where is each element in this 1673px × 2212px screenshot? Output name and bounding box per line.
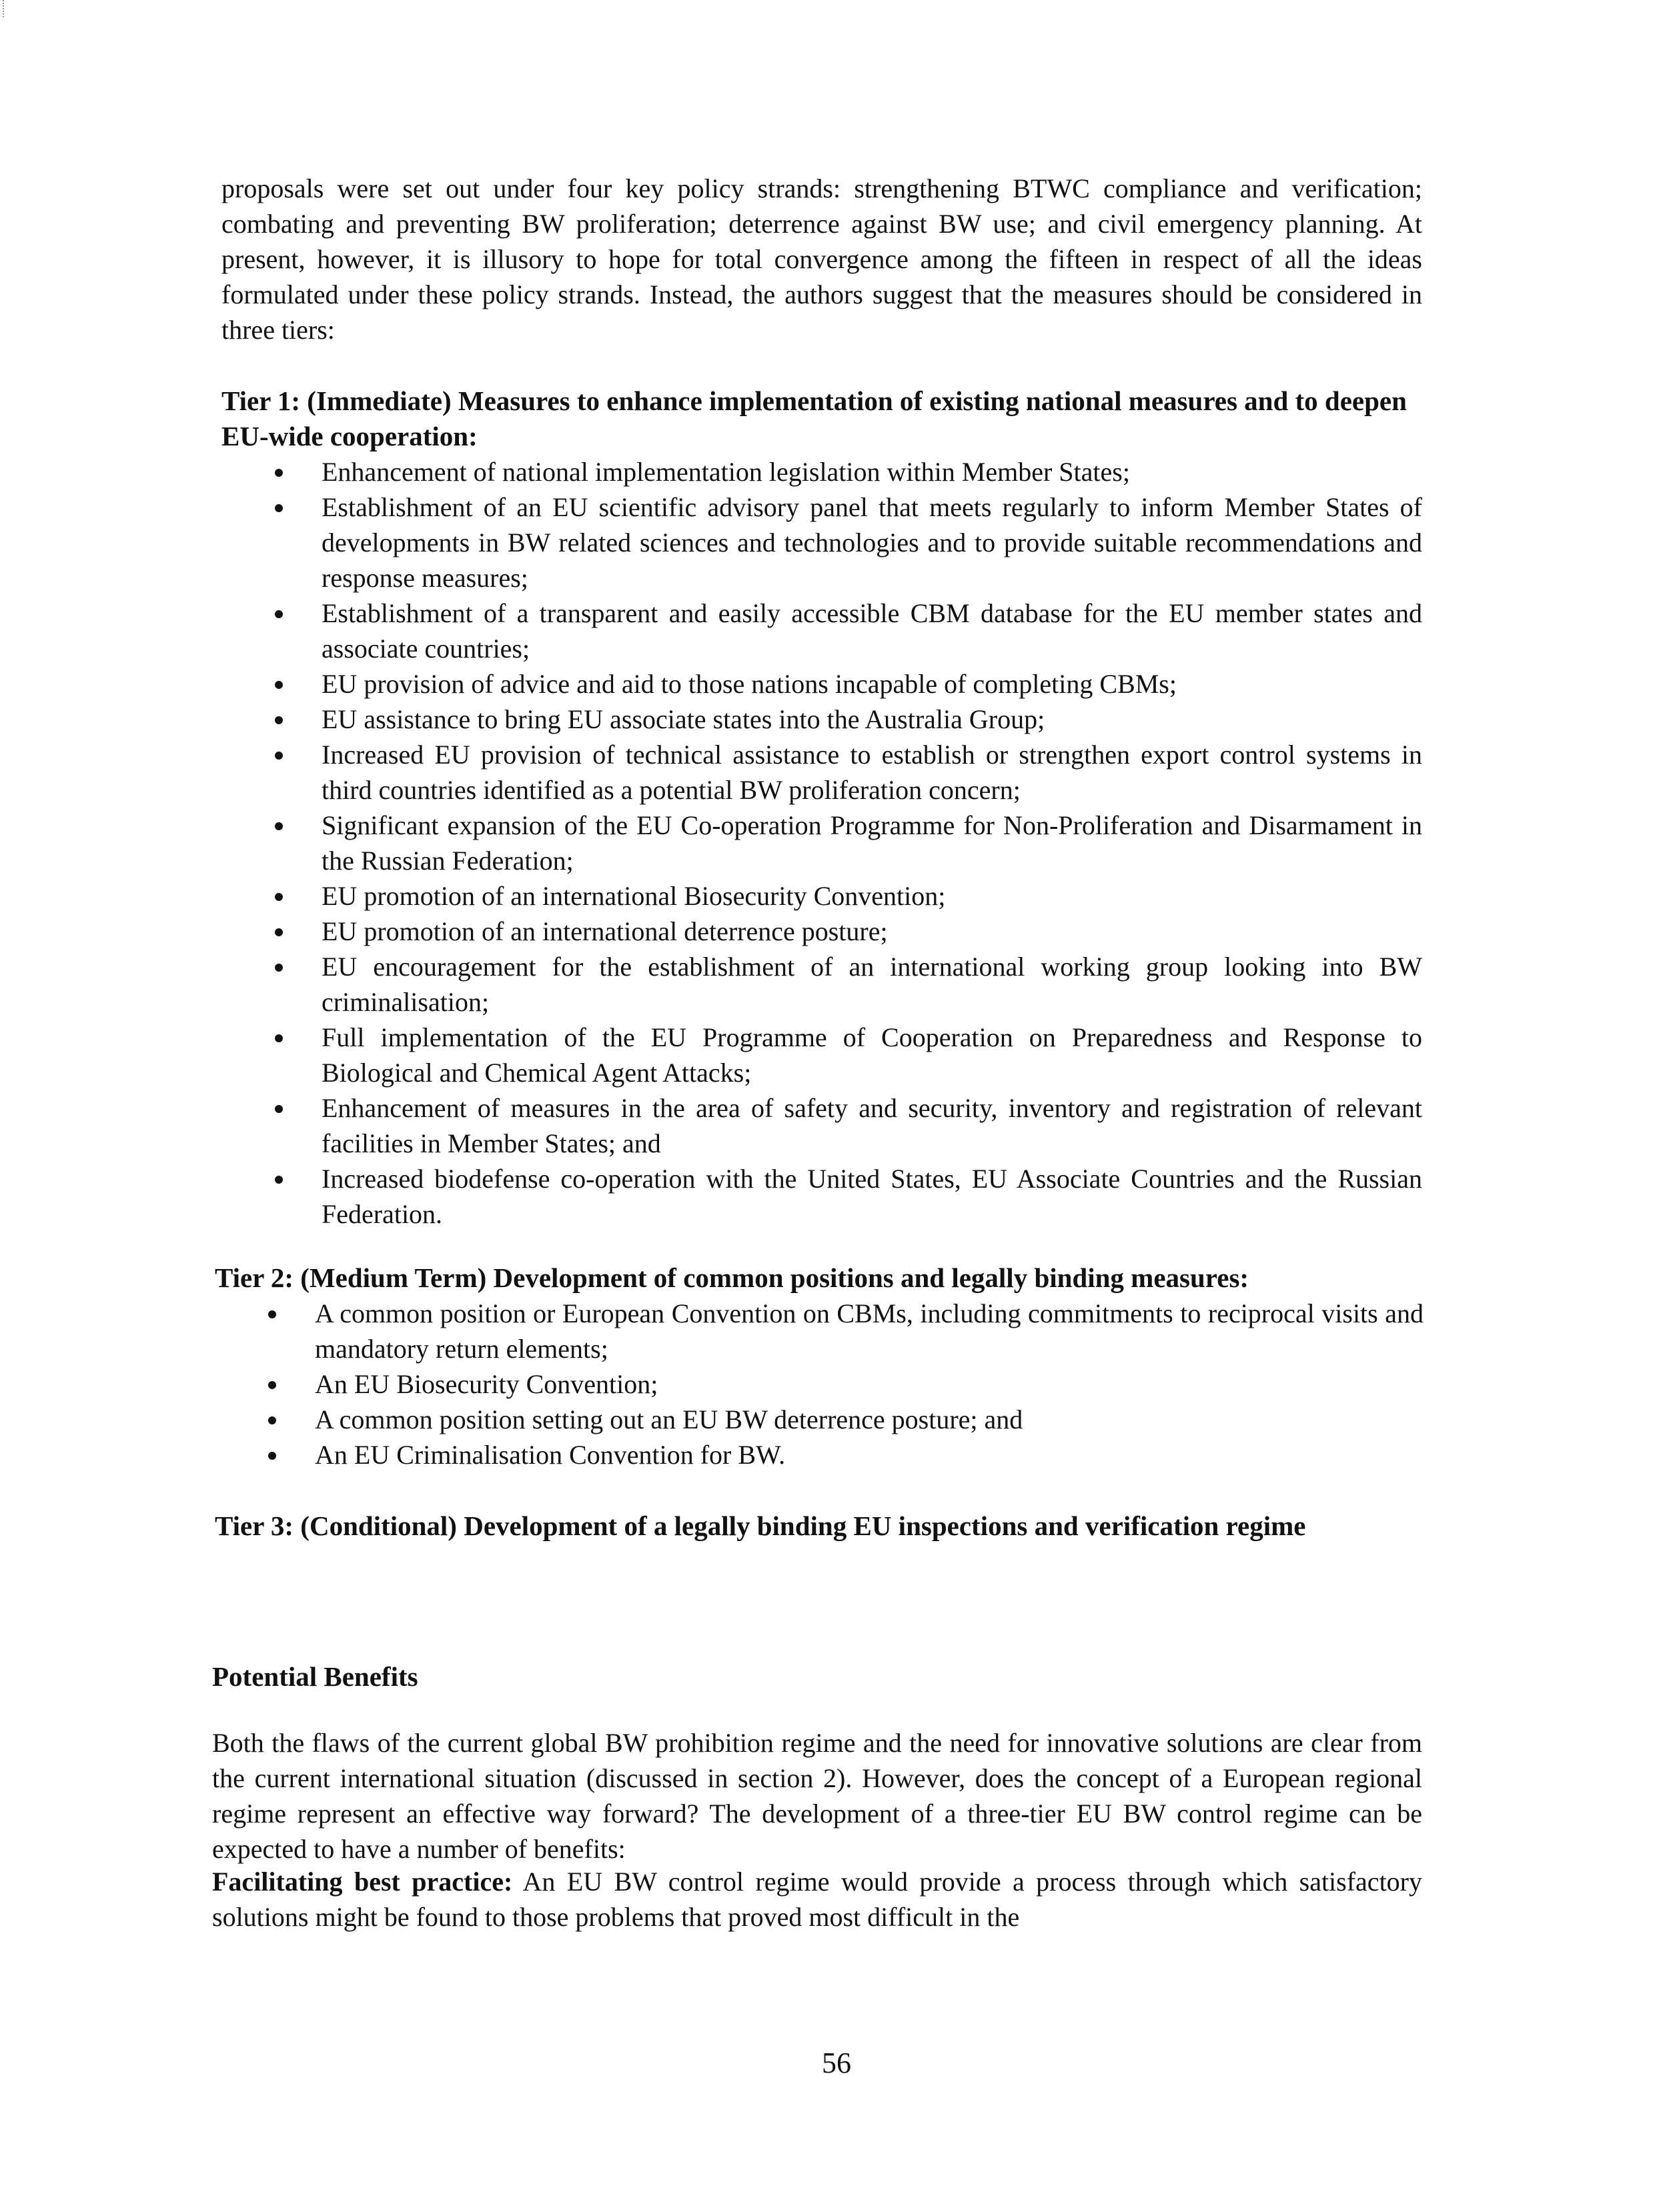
list-item-text: A common position or European Convention on CBMs, including commitments to reciprocal visits and mandatory return elements; xyxy=(315,1298,1424,1364)
tier2-list xyxy=(215,1296,1424,1472)
benefits-paragraph: Both the flaws of the current global BW prohibition regime and the need for innovative solutions are clear from the current international situation (discussed in section 2). However, does the concept of a European regional regime represent an effective way forward? The development of a three-tier EU BW control regime can be expected to have a number of benefits: xyxy=(212,1728,1422,1864)
tier1-list-item xyxy=(221,596,1422,666)
bullet-icon xyxy=(275,928,283,936)
bullet-icon xyxy=(275,1176,283,1184)
tier1-list-item xyxy=(221,949,1422,1020)
bullet-icon xyxy=(275,822,283,830)
tier1-list-item xyxy=(221,666,1422,702)
list-item-text: Enhancement of national implementation legislation within Member States; xyxy=(322,457,1130,487)
list-item-text: A common position setting out an EU BW deterrence posture; and xyxy=(315,1404,1023,1434)
list-item-text: EU encouragement for the establishment of an international working group looking into BW criminalisation; xyxy=(322,952,1422,1017)
facilitating-paragraph xyxy=(212,1864,1422,1935)
list-item-text: Full implementation of the EU Programme of Cooperation on Preparedness and Response to Biological and Chemical Agent Attacks; xyxy=(322,1022,1422,1088)
tier2-list-item xyxy=(215,1402,1424,1437)
bullet-icon xyxy=(268,1381,276,1389)
list-item-text: EU promotion of an international deterrence posture; xyxy=(322,916,888,946)
list-item-text: EU assistance to bring EU associate states into the Australia Group; xyxy=(322,704,1045,734)
tier3-heading: Tier 3: (Conditional) Development of a legally binding EU inspections and verification regime xyxy=(215,1510,1306,1541)
tier2-heading: Tier 2: (Medium Term) Development of common positions and legally binding measures: xyxy=(215,1262,1249,1293)
facilitating-text: An EU BW control regime would provide a process through which satisfactory solutions might be found to those problems that proved most difficult in the xyxy=(212,1867,1422,1932)
tier1-list-item xyxy=(221,878,1422,914)
list-item-text: Establishment of an EU scientific advisory panel that meets regularly to inform Member States of developments in BW related sciences and technologies and to provide suitable recommendations and response measures; xyxy=(322,492,1422,593)
list-item-text: EU promotion of an international Biosecurity Convention; xyxy=(322,881,946,911)
bullet-icon xyxy=(275,893,283,901)
list-item-text: Enhancement of measures in the area of safety and security, inventory and registration of relevant facilities in Member States; and xyxy=(322,1093,1422,1158)
intro-paragraph: proposals were set out under four key policy strands: strengthening BTWC compliance and verification; combating and preventing BW proliferation; deterrence against BW use; and civil emergency planning. At present, however, it is illusory to hope for total convergence among the fifteen in respect of all the ideas formulated under these policy strands. Instead, the authors suggest that the measures should be considered in three tiers: xyxy=(221,173,1422,345)
tier1-list-item xyxy=(221,702,1422,737)
bullet-icon xyxy=(275,964,283,972)
bullet-icon xyxy=(275,610,283,618)
benefits-heading: Potential Benefits xyxy=(212,1661,418,1692)
bullet-icon xyxy=(275,504,283,512)
tier1-list-item xyxy=(221,914,1422,949)
bullet-icon xyxy=(275,752,283,760)
bullet-icon xyxy=(275,1105,283,1113)
list-item-text: EU provision of advice and aid to those nations incapable of completing CBMs; xyxy=(322,669,1177,699)
list-item-text: Increased biodefense co-operation with the United States, EU Associate Countries and the Russian Federation. xyxy=(322,1164,1422,1229)
bullet-icon xyxy=(268,1416,276,1424)
tier1-list-item xyxy=(221,737,1422,808)
tier1-list-item xyxy=(221,1020,1422,1090)
tier1-list-item xyxy=(221,454,1422,489)
tier1-heading: Tier 1: (Immediate) Measures to enhance implementation of existing national measures and to deepen EU-wide cooperation: xyxy=(221,385,1407,451)
list-item-text: Increased EU provision of technical assistance to establish or strengthen export control systems in third countries identified as a potential BW proliferation concern; xyxy=(322,740,1422,805)
page-number: 56 xyxy=(822,2047,851,2079)
tier1-list xyxy=(221,454,1422,1232)
tier1-list-item xyxy=(221,489,1422,596)
tier1-list-item xyxy=(221,808,1422,878)
tier1-list-item xyxy=(221,1090,1422,1161)
bullet-icon xyxy=(275,681,283,689)
list-item-text: An EU Biosecurity Convention; xyxy=(315,1369,658,1399)
tier2-list-item xyxy=(215,1437,1424,1472)
scan-edge-mark xyxy=(3,0,7,17)
tier2-list-item xyxy=(215,1366,1424,1402)
tier2-list-item xyxy=(215,1296,1424,1366)
list-item-text: An EU Criminalisation Convention for BW. xyxy=(315,1440,786,1470)
bullet-icon xyxy=(275,469,283,477)
bullet-icon xyxy=(268,1452,276,1460)
bullet-icon xyxy=(275,1034,283,1042)
list-item-text: Significant expansion of the EU Co-operation Programme for Non-Proliferation and Disarmament in the Russian Federation; xyxy=(322,810,1422,876)
bullet-icon xyxy=(268,1310,276,1318)
facilitating-label: Facilitating best practice: xyxy=(212,1867,513,1897)
list-item-text: Establishment of a transparent and easily accessible CBM database for the EU member states and associate countries; xyxy=(322,598,1422,664)
bullet-icon xyxy=(275,716,283,724)
tier1-list-item xyxy=(221,1161,1422,1232)
